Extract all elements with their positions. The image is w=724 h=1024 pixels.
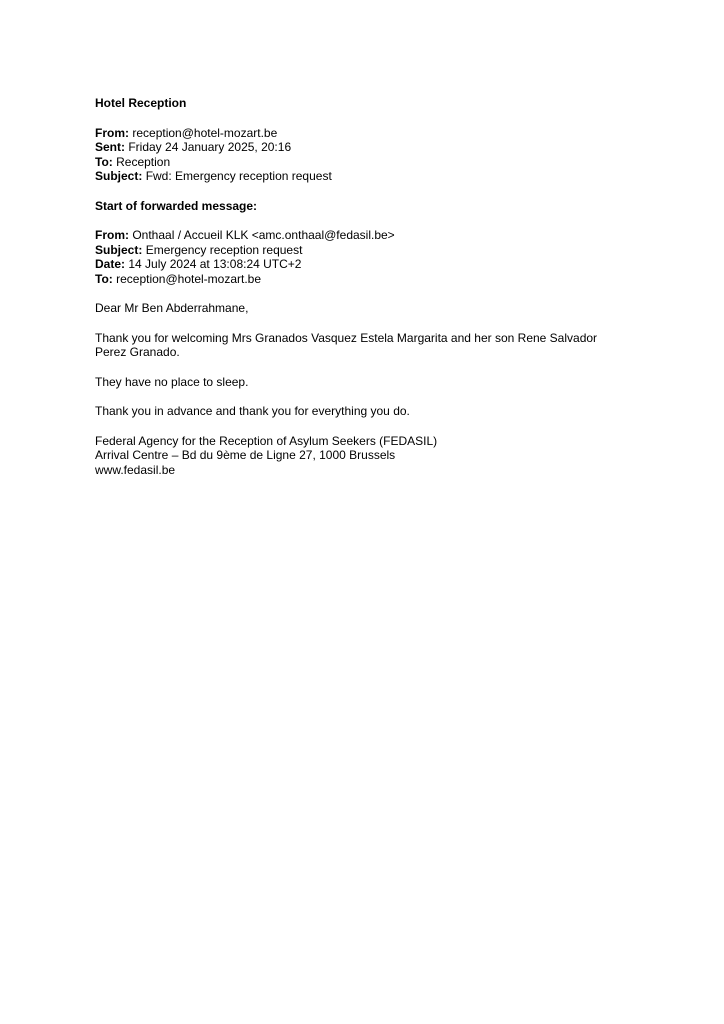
spacer [95,286,655,301]
spacer [95,360,655,375]
email-to-row [95,155,655,170]
signature-line-1: Federal Agency for the Reception of Asylum Seekers (FEDASIL) [95,433,438,448]
email-sent-row [95,140,655,155]
forwarded-heading: Start of forwarded message: [95,198,258,213]
forwarded-subject-label: Subject: [95,242,143,257]
forwarded-date-label: Date: [95,257,126,271]
forwarded-date-value: 14 July 2024 at 13:08:24 UTC+2 [128,257,302,271]
body-paragraph-1-line-1: Thank you for welcoming Mrs Granados Vasquez Estela Margarita and her son Rene Salvador [95,330,598,345]
forwarded-subject-value: Emergency reception request [145,242,303,257]
email-sent-label: Sent: [95,140,125,154]
email-from-row [95,126,655,141]
forwarded-from-label: From: [95,228,129,242]
document-title: Hotel Reception [95,96,187,110]
email-sent-value: Friday 24 January 2025, 20:16 [128,140,292,154]
forwarded-to-value: reception@hotel-mozart.be [116,271,262,286]
forwarded-from-row [95,228,655,243]
email-to-label: To: [95,154,113,169]
email-to-value: Reception [116,154,171,169]
body-paragraph-1-line-2: Perez Granado. [95,345,180,359]
signature-website-link: www.fedasil.be [95,462,176,477]
forwarded-date-row [95,257,655,272]
body-paragraph-2: They have no place to sleep. [95,374,249,389]
document-page [95,96,655,477]
spacer [95,419,655,434]
forwarded-to-label: To: [95,271,113,286]
body-paragraph-3: Thank you in advance and thank you for everything you do. [95,404,410,418]
email-subject-value: Fwd: Emergency reception request [145,169,332,183]
salutation: Dear Mr Ben Abderrahmane, [95,301,249,315]
forwarded-subject-row [95,243,655,258]
spacer [95,316,655,331]
signature-line-2: Arrival Centre – Bd du 9ème de Ligne 27, 1000 Brussels [95,448,396,462]
spacer [95,111,655,126]
forwarded-to-row [95,272,655,287]
spacer [95,213,655,228]
forwarded-from-value: Onthaal / Accueil KLK <amc.onthaal@fedasil.be> [132,228,395,242]
email-subject-row [95,169,655,184]
spacer [95,389,655,404]
email-from-label: From: [95,125,129,140]
email-from-value: reception@hotel-mozart.be [132,125,278,140]
email-subject-label: Subject: [95,169,143,183]
spacer [95,184,655,199]
